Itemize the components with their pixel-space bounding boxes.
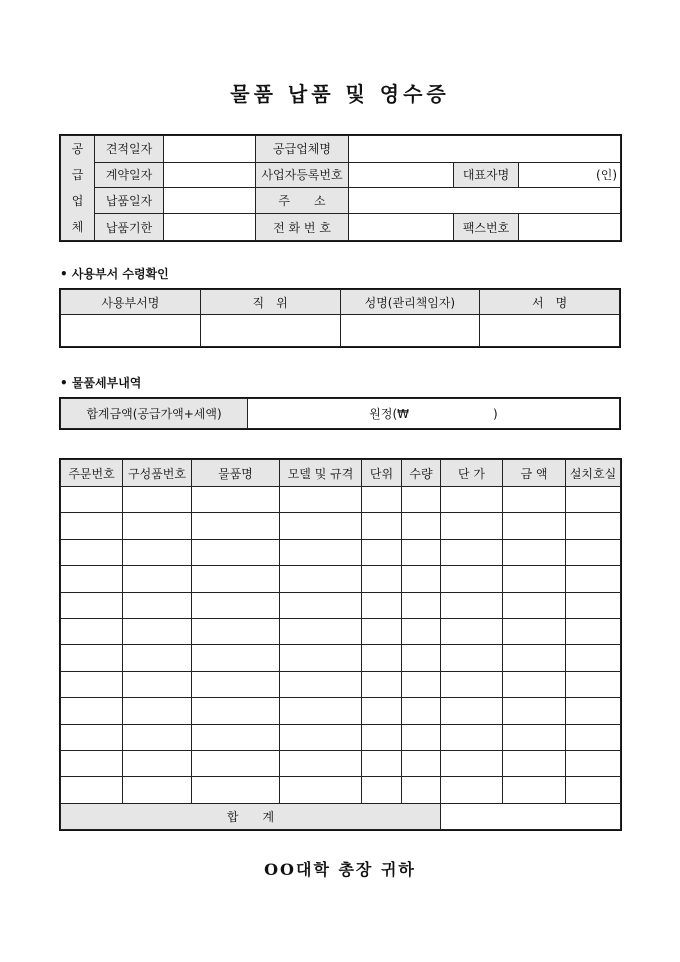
item-cell[interactable]: [61, 777, 123, 803]
dept-name-field[interactable]: [61, 315, 201, 347]
item-cell[interactable]: [503, 724, 566, 750]
dept-table: [60, 289, 620, 347]
item-cell[interactable]: [280, 750, 362, 776]
item-cell[interactable]: [362, 592, 402, 618]
item-cell[interactable]: [61, 671, 123, 697]
item-cell[interactable]: [192, 698, 280, 724]
dept-header: 사용부서명: [61, 290, 201, 315]
item-cell[interactable]: [362, 618, 402, 644]
biz-reg-no-field[interactable]: [349, 162, 454, 187]
item-cell[interactable]: [362, 645, 402, 671]
item-cell[interactable]: [566, 513, 621, 539]
item-cell[interactable]: [123, 618, 192, 644]
item-cell[interactable]: [123, 698, 192, 724]
table-row: [61, 487, 621, 513]
item-cell[interactable]: [441, 592, 503, 618]
item-cell[interactable]: [441, 513, 503, 539]
items-header: 설치호실: [566, 460, 621, 487]
item-cell[interactable]: [566, 645, 621, 671]
table-row: [61, 539, 621, 565]
signature-field[interactable]: [480, 315, 620, 347]
manager-name-field[interactable]: [340, 315, 480, 347]
table-row: [61, 750, 621, 776]
item-cell[interactable]: [441, 750, 503, 776]
item-cell[interactable]: [192, 539, 280, 565]
item-cell[interactable]: [362, 777, 402, 803]
company-name-label: 공급업체명: [256, 136, 349, 163]
contract-date-label: 계약일자: [95, 162, 164, 187]
ceo-name-field[interactable]: (인): [519, 162, 621, 187]
item-cell[interactable]: [566, 724, 621, 750]
item-cell[interactable]: [362, 671, 402, 697]
item-cell[interactable]: [441, 777, 503, 803]
item-cell[interactable]: [61, 750, 123, 776]
items-header: 구성품번호: [123, 460, 192, 487]
position-field[interactable]: [200, 315, 340, 347]
item-cell[interactable]: [362, 513, 402, 539]
item-cell[interactable]: [566, 618, 621, 644]
item-cell[interactable]: [503, 539, 566, 565]
item-cell[interactable]: [123, 592, 192, 618]
item-cell[interactable]: [280, 513, 362, 539]
item-cell[interactable]: [441, 566, 503, 592]
dept-header: 서 명: [480, 290, 620, 315]
item-cell[interactable]: [61, 618, 123, 644]
item-cell[interactable]: [503, 750, 566, 776]
item-cell[interactable]: [503, 645, 566, 671]
fax-field[interactable]: [519, 214, 621, 241]
biz-reg-no-label: 사업자등록번호: [256, 162, 349, 187]
item-cell[interactable]: [503, 777, 566, 803]
item-cell[interactable]: [280, 487, 362, 513]
item-cell[interactable]: [402, 618, 441, 644]
item-cell[interactable]: [402, 724, 441, 750]
item-cell[interactable]: [566, 487, 621, 513]
item-cell[interactable]: [503, 618, 566, 644]
item-cell[interactable]: [402, 671, 441, 697]
item-cell[interactable]: [362, 487, 402, 513]
item-cell[interactable]: [503, 566, 566, 592]
item-cell[interactable]: [402, 777, 441, 803]
item-cell[interactable]: [192, 513, 280, 539]
total-row: [61, 803, 621, 829]
table-row: [61, 513, 621, 539]
item-cell[interactable]: [280, 618, 362, 644]
item-cell[interactable]: [61, 539, 123, 565]
items-total-field[interactable]: [441, 803, 621, 829]
items-header: 모델 및 규격: [280, 460, 362, 487]
items-header: 단위: [362, 460, 402, 487]
table-row: [61, 698, 621, 724]
item-cell[interactable]: [280, 566, 362, 592]
quote-date-field[interactable]: [164, 136, 256, 163]
item-cell[interactable]: [362, 750, 402, 776]
total-amount-label: 합계금액(공급가액+세액): [61, 399, 248, 429]
table-row: [61, 645, 621, 671]
item-cell[interactable]: [566, 777, 621, 803]
items-total-label: 합 계: [61, 803, 441, 829]
items-header: 물품명: [192, 460, 280, 487]
item-cell[interactable]: [280, 724, 362, 750]
table-row: [61, 671, 621, 697]
item-cell[interactable]: [123, 777, 192, 803]
item-cell[interactable]: [503, 671, 566, 697]
item-cell[interactable]: [402, 513, 441, 539]
item-cell[interactable]: [362, 566, 402, 592]
delivery-deadline-field[interactable]: [164, 214, 256, 241]
item-cell[interactable]: [503, 513, 566, 539]
delivery-date-label: 납품일자: [95, 187, 164, 214]
item-cell[interactable]: [566, 671, 621, 697]
item-cell[interactable]: [566, 750, 621, 776]
fax-label: 팩스번호: [454, 214, 519, 241]
items-section-heading: • 물품세부내역: [60, 376, 142, 390]
delivery-date-field[interactable]: [164, 187, 256, 214]
item-cell[interactable]: [566, 698, 621, 724]
item-cell[interactable]: [441, 724, 503, 750]
table-row: [61, 618, 621, 644]
item-cell[interactable]: [123, 566, 192, 592]
item-cell[interactable]: [123, 645, 192, 671]
item-cell[interactable]: [192, 750, 280, 776]
item-cell[interactable]: [280, 671, 362, 697]
item-cell[interactable]: [503, 592, 566, 618]
item-cell[interactable]: [123, 750, 192, 776]
dept-section-heading: • 사용부서 수령확인: [60, 267, 169, 281]
item-cell[interactable]: [61, 487, 123, 513]
item-cell[interactable]: [61, 566, 123, 592]
table-row: [61, 592, 621, 618]
item-cell[interactable]: [280, 698, 362, 724]
items-header: 금 액: [503, 460, 566, 487]
item-cell[interactable]: [123, 671, 192, 697]
ceo-name-label: 대표자명: [454, 162, 519, 187]
item-cell[interactable]: [441, 645, 503, 671]
item-cell[interactable]: [192, 566, 280, 592]
item-cell[interactable]: [192, 487, 280, 513]
item-cell[interactable]: [362, 698, 402, 724]
company-name-field[interactable]: [349, 136, 621, 163]
phone-label: 전 화 번 호: [256, 214, 349, 241]
item-cell[interactable]: [441, 671, 503, 697]
item-cell[interactable]: [402, 698, 441, 724]
item-cell[interactable]: [402, 487, 441, 513]
address-field[interactable]: [349, 187, 621, 214]
table-row: [61, 724, 621, 750]
item-cell[interactable]: [503, 487, 566, 513]
item-cell[interactable]: [402, 645, 441, 671]
item-cell[interactable]: [441, 539, 503, 565]
table-row: [61, 777, 621, 803]
page-title: 물품 납품 및 영수증: [230, 82, 450, 106]
item-cell[interactable]: [123, 539, 192, 565]
item-cell[interactable]: [566, 592, 621, 618]
item-cell[interactable]: [362, 724, 402, 750]
supplier-table: [60, 135, 621, 241]
item-cell[interactable]: [192, 592, 280, 618]
item-cell[interactable]: [61, 698, 123, 724]
item-cell[interactable]: [192, 618, 280, 644]
item-cell[interactable]: [61, 724, 123, 750]
item-cell[interactable]: [61, 645, 123, 671]
item-cell[interactable]: [402, 566, 441, 592]
quote-date-label: 견적일자: [95, 136, 164, 163]
item-cell[interactable]: [402, 750, 441, 776]
items-header: 단 가: [441, 460, 503, 487]
item-cell[interactable]: [192, 724, 280, 750]
contract-date-field[interactable]: [164, 162, 256, 187]
item-cell[interactable]: [61, 592, 123, 618]
item-cell[interactable]: [362, 539, 402, 565]
phone-field[interactable]: [349, 214, 454, 241]
dept-header: 성명(관리책임자): [340, 290, 480, 315]
delivery-deadline-label: 납품기한: [95, 214, 164, 241]
total-amount-table: [60, 398, 620, 429]
dept-header: 직 위: [200, 290, 340, 315]
item-cell[interactable]: [441, 618, 503, 644]
supplier-side-label: 공 급 업 체: [61, 136, 95, 241]
item-cell[interactable]: [280, 539, 362, 565]
item-cell[interactable]: [61, 513, 123, 539]
item-cell[interactable]: [402, 539, 441, 565]
items-header: 주문번호: [61, 460, 123, 487]
item-cell[interactable]: [441, 487, 503, 513]
table-row: [61, 566, 621, 592]
item-cell[interactable]: [566, 539, 621, 565]
item-cell[interactable]: [503, 698, 566, 724]
total-amount-field[interactable]: 원정(₩ ): [248, 399, 620, 429]
item-cell[interactable]: [123, 724, 192, 750]
items-header: 수량: [402, 460, 441, 487]
item-cell[interactable]: [566, 566, 621, 592]
item-cell[interactable]: [123, 487, 192, 513]
item-cell[interactable]: [192, 671, 280, 697]
item-cell[interactable]: [280, 592, 362, 618]
items-table: [60, 459, 621, 830]
item-cell[interactable]: [402, 592, 441, 618]
item-cell[interactable]: [280, 777, 362, 803]
address-label: 주 소: [256, 187, 349, 214]
item-cell[interactable]: [192, 645, 280, 671]
item-cell[interactable]: [192, 777, 280, 803]
item-cell[interactable]: [123, 513, 192, 539]
item-cell[interactable]: [280, 645, 362, 671]
footer-addressee: OO대학 총장 귀하: [264, 860, 416, 879]
item-cell[interactable]: [441, 698, 503, 724]
